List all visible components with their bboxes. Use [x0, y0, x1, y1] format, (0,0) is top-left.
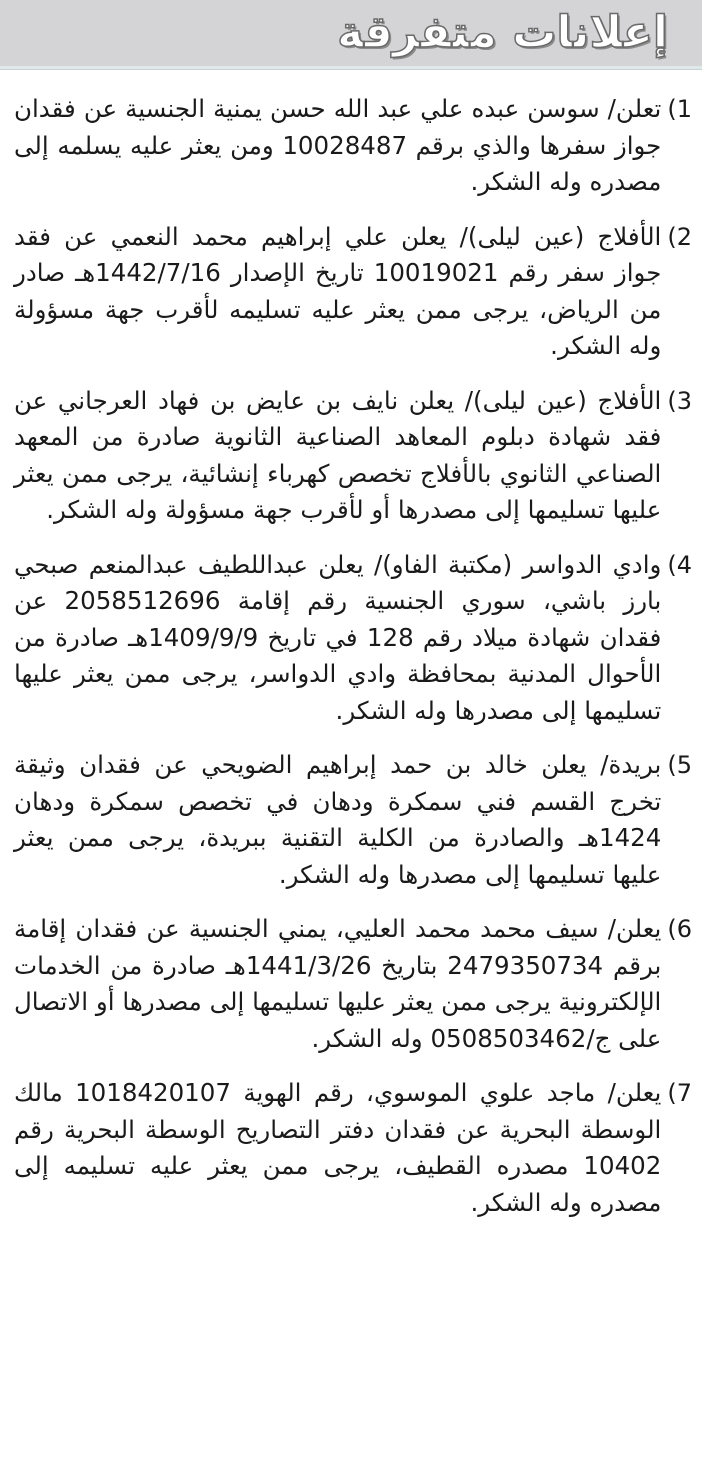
ad-text: تعلن/ سوسن عبده علي عبد الله حسن يمنية الجنسية عن فقدان جواز سفرها والذي برقم 10028487 ومن يعثر عليه يسلمه إلى مصدره وله الشكر. [14, 94, 662, 196]
ad-number: 2) [667, 222, 692, 251]
ad-item [14, 747, 692, 893]
ad-number: 1) [667, 95, 692, 123]
ad-number: 5) [667, 751, 692, 779]
ad-item [14, 547, 692, 730]
section-title: إعلانات متفرقة [337, 7, 668, 58]
ad-item [14, 91, 692, 201]
ad-number: 3) [667, 386, 692, 415]
ad-item [14, 1075, 692, 1221]
ad-number: 6) [667, 915, 692, 943]
classified-ads-list [0, 69, 702, 1221]
ad-item [14, 219, 692, 365]
ad-text: بريدة/ يعلن خالد بن حمد إبراهيم الضويحي عن فقدان وثيقة تخرج القسم فني سمكرة ودهان في تخصص سمكرة ودهان 1424هـ والصادرة من الكلية التقنية ببريدة، يرجى ممن يعثر عليها تسليمها إلى مصدرها وله الشكر. [14, 750, 662, 889]
ad-number: 4) [667, 550, 692, 579]
ad-item [14, 383, 692, 529]
ad-text: الأفلاج (عين ليلى)/ يعلن نايف بن عايض بن فهاد العرجاني عن فقد شهادة دبلوم المعاهد الصناعية الثانوية صادرة من المعهد الصناعي الثانوي بالأفلاج تخصص كهرباء إنشائية، يرجى ممن يعثر عليها تسليمها إلى مصدرها أو لأقرب جهة مسؤولة وله الشكر. [14, 385, 662, 524]
ad-text: الأفلاج (عين ليلى)/ يعلن علي إبراهيم محمد النعمي عن فقد جواز سفر رقم 10019021 تاريخ الإصدار 1442/7/16هـ صادر من الرياض، يرجى ممن يعثر عليه تسليمه لأقرب جهة مسؤولة وله الشكر. [14, 221, 662, 360]
section-header [0, 0, 702, 69]
ad-text: وادي الدواسر (مكتبة الفاو)/ يعلن عبداللطيف عبدالمنعم صبحي بارز باشي، سوري الجنسية رقم إقامة 2058512696 عن فقدان شهادة ميلاد رقم 128 في تاريخ 1409/9/9هـ صادرة من الأحوال المدنية بمحافظة وادي الدواسر، يرجى ممن يعثر عليها تسليمها إلى مصدرها وله الشكر. [14, 549, 662, 725]
ad-number: 7) [667, 1079, 692, 1107]
ad-item [14, 911, 692, 1057]
ad-text: يعلن/ ماجد علوي الموسوي، رقم الهوية 1018420107 مالك الوسطة البحرية عن فقدان دفتر التصاريح الوسطة البحرية رقم 10402 مصدره القطيف، يرجى ممن يعثر عليه تسليمه إلى مصدره وله الشكر. [14, 1078, 662, 1217]
ad-text: يعلن/ سيف محمد محمد العليي، يمني الجنسية عن فقدان إقامة برقم 2479350734 بتاريخ 1441/3/26هـ صادرة من الخدمات الإلكترونية يرجى ممن يعثر عليها تسليمها إلى مصدرها أو الاتصال على ج/0508503462 وله الشكر. [14, 914, 662, 1053]
